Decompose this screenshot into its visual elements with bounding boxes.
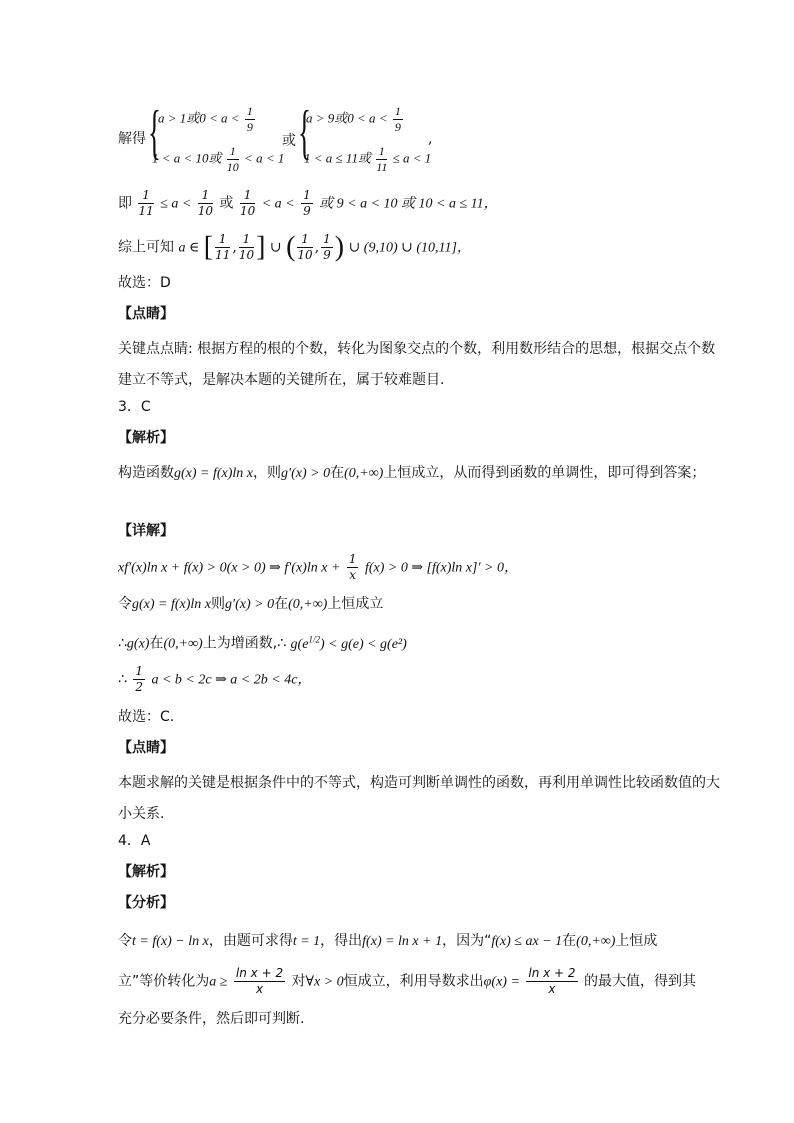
q4-analysis-heading: 【解析】 [118, 864, 174, 880]
q4-line-1: 令t = f(x) − ln x，由题可求得t = 1，得出f(x) = ln x + 1，因为“f(x) ≤ ax − 1在(0,+∞)上恒成 [118, 933, 658, 949]
q3-line-4: ∴ $\frac{1}{2}$ a < b < 2c ⇒ a < 2b < 4c， [118, 664, 312, 694]
q4-line-3: 充分必要条件，然后即可判断. [118, 1011, 305, 1027]
q3-point-heading: 【点睛】 [118, 740, 174, 756]
ie-line: 即 $\frac{1}{11}$ ≤ a < $\frac{1}{10}$ 或 $\frac{1}{10}$ < a < $\frac{1}{9}$ 或 9 < a < 10 或 10 < a ≤ 11， [118, 188, 498, 218]
solve-prefix: 解得 [118, 131, 146, 147]
solve-comma: , [428, 131, 433, 147]
q3-detail-heading: 【详解】 [118, 523, 174, 539]
brace-left-2: { [298, 99, 311, 165]
q3-equation-1: xf′(x)ln x + f(x) > 0(x > 0) ⇒ f′(x)ln x + $\frac{1}{x}$ f(x) > 0 ⇒ [f(x)ln x]′ > 0， [118, 552, 518, 582]
system-1-line-1: a > 1或0 < a < $\frac{1}{9}$ [158, 104, 253, 134]
q2-answer: 故选：D [118, 275, 171, 291]
system-2-line-1: a > 9或0 < a < $\frac{1}{9}$ [306, 104, 401, 134]
q3-analysis-heading: 【解析】 [118, 430, 174, 446]
system-2-line-2: 1 < a ≤ 11或 $\frac{1}{11}$ ≤ a < 1 [304, 144, 432, 174]
q2-point-heading: 【点睛】 [118, 306, 174, 322]
q3-point-text: 本题求解的关键是根据条件中的不等式，构造可判断单调性的函数，再利用单调性比较函数值的大小关系. [118, 775, 720, 822]
q3-analysis-text: 构造函数g(x) = f(x)ln x，则g′(x) > 0在(0,+∞)上恒成立，从而得到函数的单调性，即可得到答案； [118, 465, 706, 481]
q3-answer: 故选：C. [118, 709, 175, 725]
q3-line-3: ∴g(x)在(0,+∞)上为增函数,∴ $g(e^{1/2}) < g(e) < g(e^2)$ [118, 634, 407, 652]
q4-fenxi-heading: 【分析】 [118, 895, 174, 911]
q3-line-2: 令g(x) = f(x)ln x则g′(x) > 0在(0,+∞)上恒成立 [118, 596, 384, 612]
summary-line: 综上可知 a ∈ [ $\frac{1}{11}$ , $\frac{1}{10}$ ] ∪ ( $\frac{1}{10}$ , $\frac{1}{9}$ ) ∪ (9,10) ∪ (10,11]， [118, 231, 471, 263]
q3-number: 3．C [118, 399, 151, 415]
brace-left-1: { [148, 99, 161, 165]
or-label: 或 [282, 133, 296, 149]
q4-line-2: 立”等价转化为a ≥ $\frac{\text{ln x + 2}}{x}$ 对∀x > 0恒成立，利用导数求出φ(x) = $\frac{\text{ln x + 2}}{x}$ 的最大值，得到其 [118, 966, 696, 996]
system-1-line-2: 1 < a < 10或 $\frac{1}{10}$ < a < 1 [152, 144, 285, 174]
q2-point-text: 关键点点睛: 根据方程的根的个数，转化为图象交点的个数，利用数形结合的思想，根据交点个数建立不等式，是解决本题的关键所在，属于较难题目. [118, 341, 716, 388]
q4-number: 4．A [118, 833, 151, 849]
